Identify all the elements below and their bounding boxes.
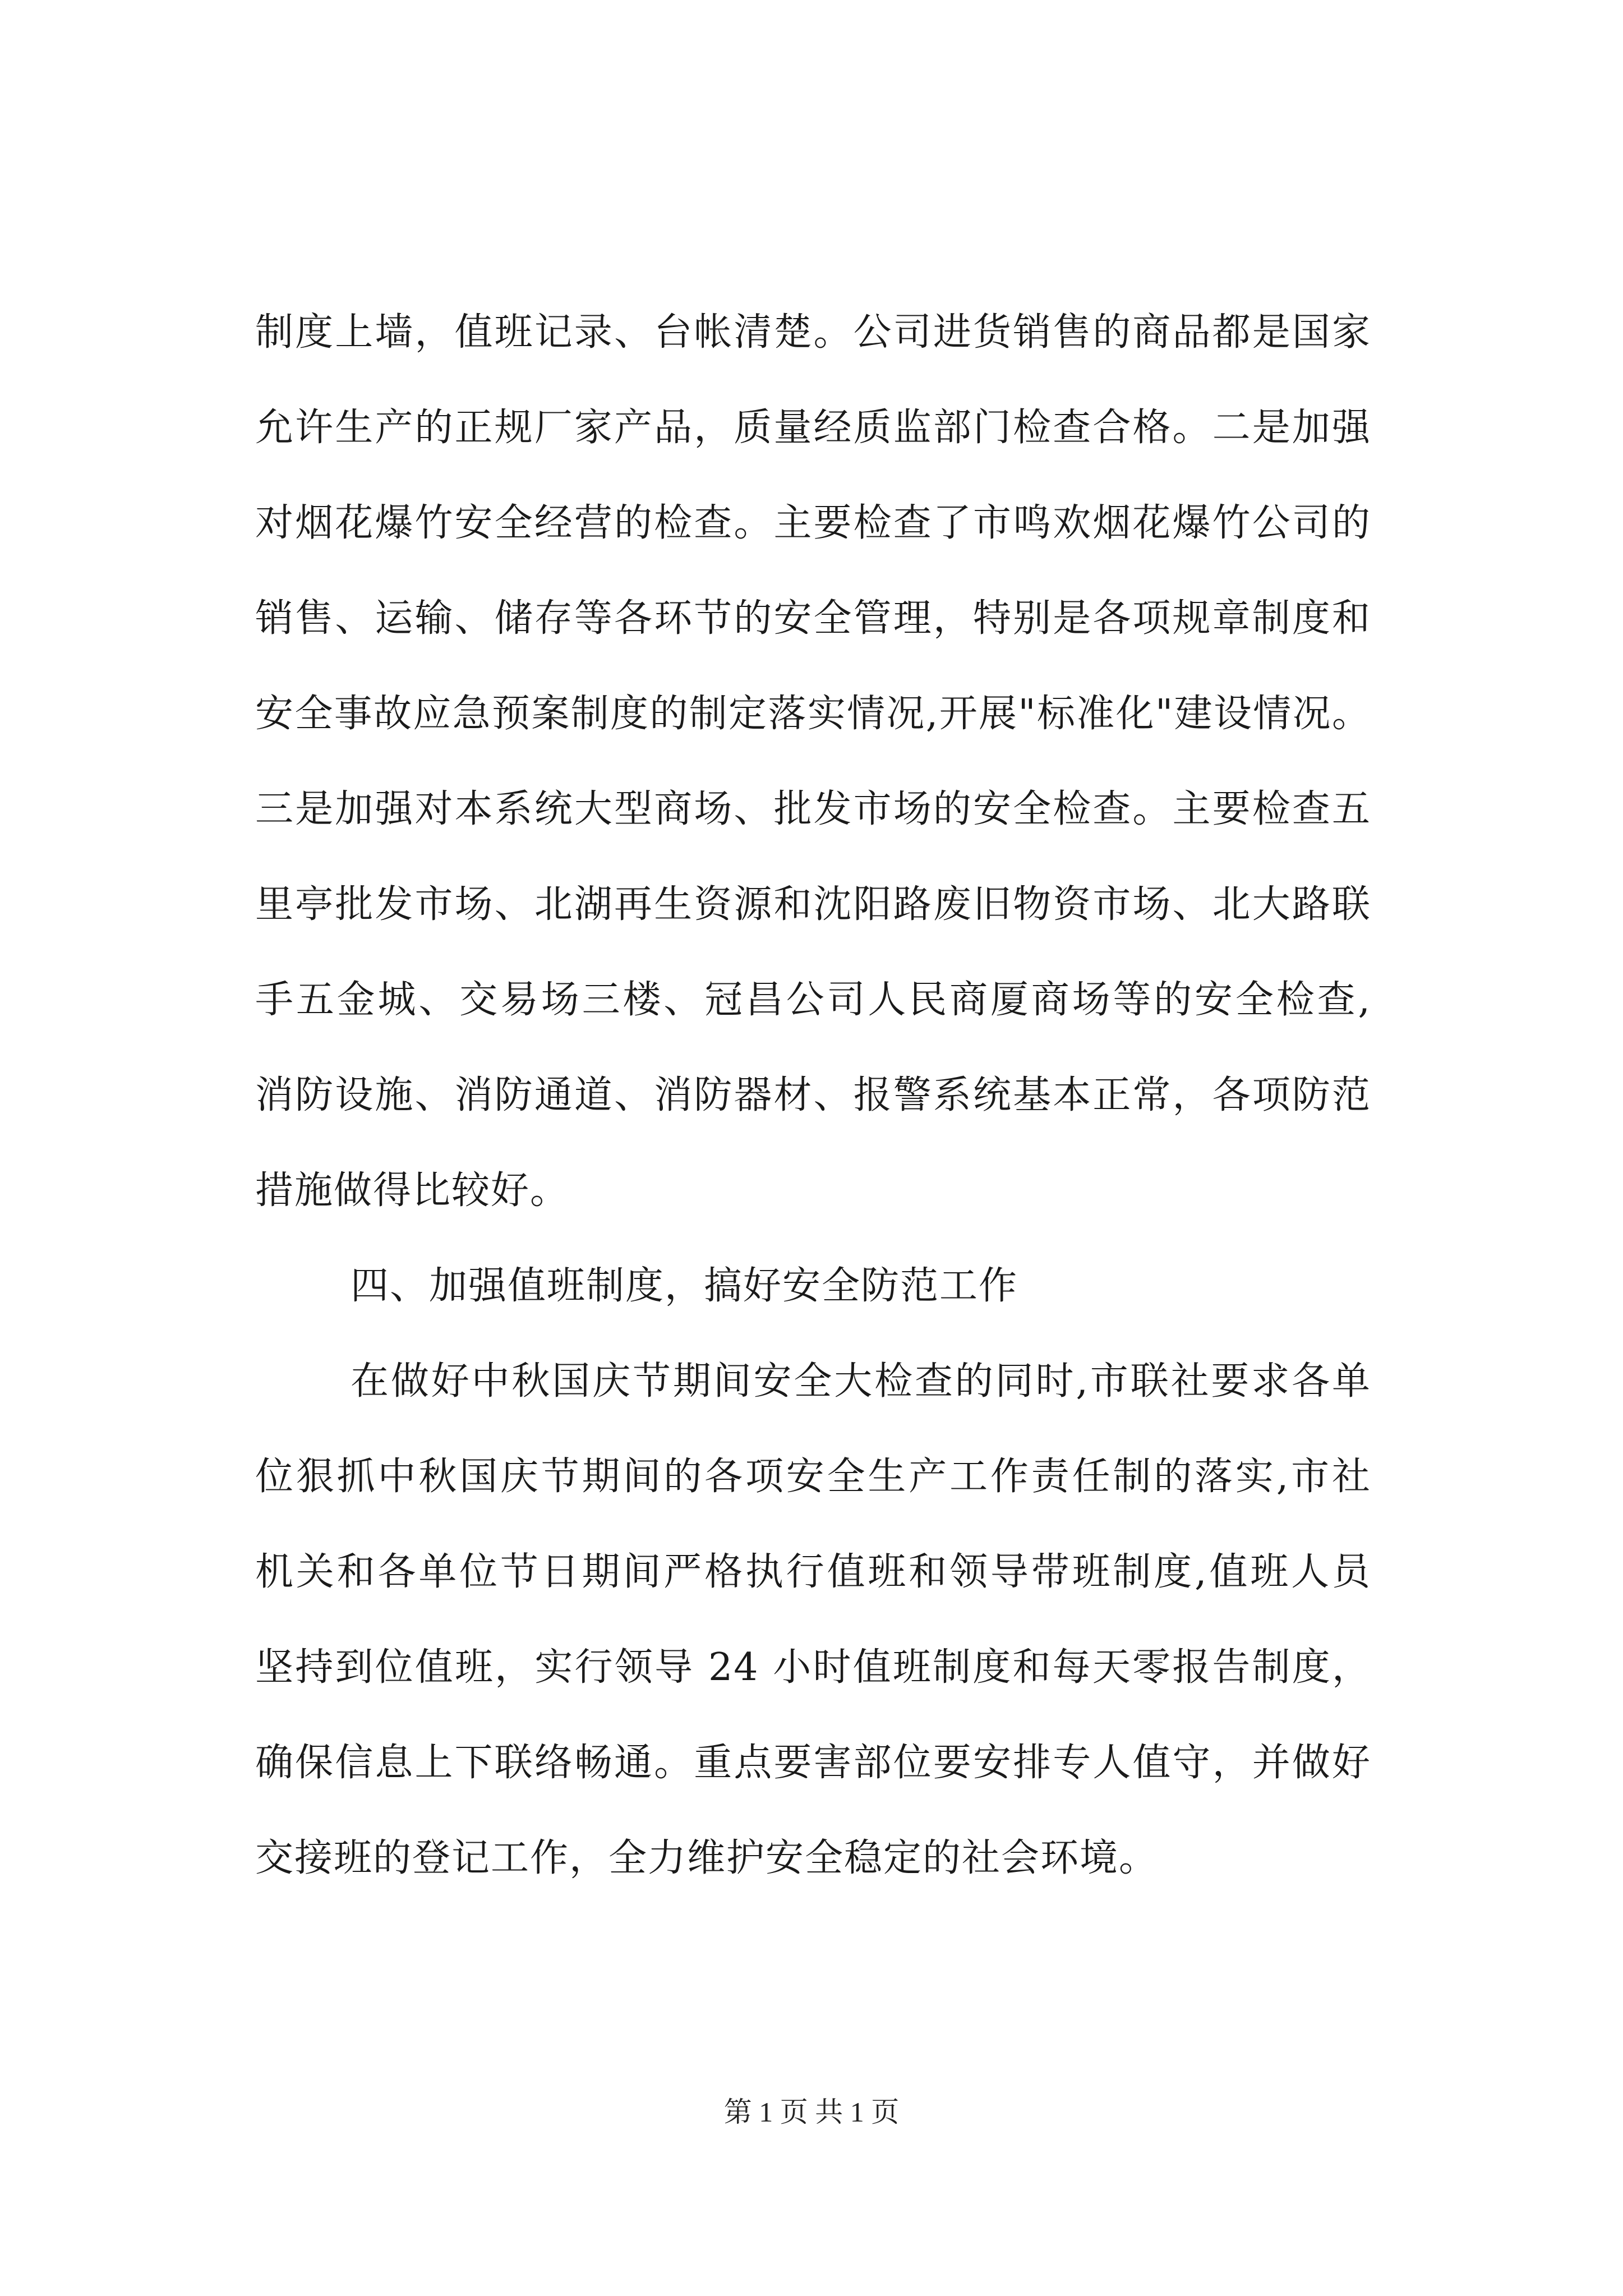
paragraph-line: 措施做得比较好。	[255, 1168, 570, 1213]
page-footer: 第 1 页 共 1 页	[723, 2096, 900, 2128]
paragraph-line: 对烟花爆竹安全经营的检查。主要检查了市鸣欢烟花爆竹公司的	[255, 501, 1371, 545]
paragraph-line: 手五金城、交易场三楼、冠昌公司人民商厦商场等的安全检查,	[255, 978, 1371, 1022]
paragraph-line: 允许生产的正规厂家产品，质量经质监部门检查合格。二是加强	[255, 406, 1371, 450]
paragraph-line: 消防设施、消防通道、消防器材、报警系统基本正常，各项防范	[255, 1073, 1371, 1117]
paragraph-line: 制度上墙，值班记录、台帐清楚。公司进货销售的商品都是国家	[255, 310, 1371, 355]
paragraph-line: 机关和各单位节日期间严格执行值班和领导带班制度,值班人员	[255, 1550, 1371, 1594]
paragraph-2	[255, 1334, 1371, 1906]
paragraph-line: 销售、运输、储存等各环节的安全管理，特别是各项规章制度和	[255, 596, 1371, 641]
document-body	[255, 285, 1371, 1906]
paragraph-line: 交接班的登记工作，全力维护安全稳定的社会环境。	[255, 1836, 1159, 1880]
paragraph-line: 三是加强对本系统大型商场、批发市场的安全检查。主要检查五	[255, 787, 1371, 831]
paragraph-line: 在做好中秋国庆节期间安全大检查的同时,市联社要求各单	[351, 1359, 1371, 1404]
paragraph-line: 坚持到位值班，实行领导 24 小时值班制度和每天零报告制度，	[255, 1645, 1371, 1690]
paragraph-line: 确保信息上下联络畅通。重点要害部位要安排专人值守，并做好	[255, 1741, 1371, 1785]
paragraph-1	[255, 285, 1371, 1239]
paragraph-line: 安全事故应急预案制度的制定落实情况,开展"标准化"建设情况。	[255, 692, 1371, 736]
paragraph-line: 里亭批发市场、北湖再生资源和沈阳路废旧物资市场、北大路联	[255, 882, 1371, 927]
paragraph-line: 位狠抓中秋国庆节期间的各项安全生产工作责任制的落实,市社	[255, 1455, 1371, 1499]
section-heading: 四、加强值班制度，搞好安全防范工作	[351, 1264, 1018, 1308]
